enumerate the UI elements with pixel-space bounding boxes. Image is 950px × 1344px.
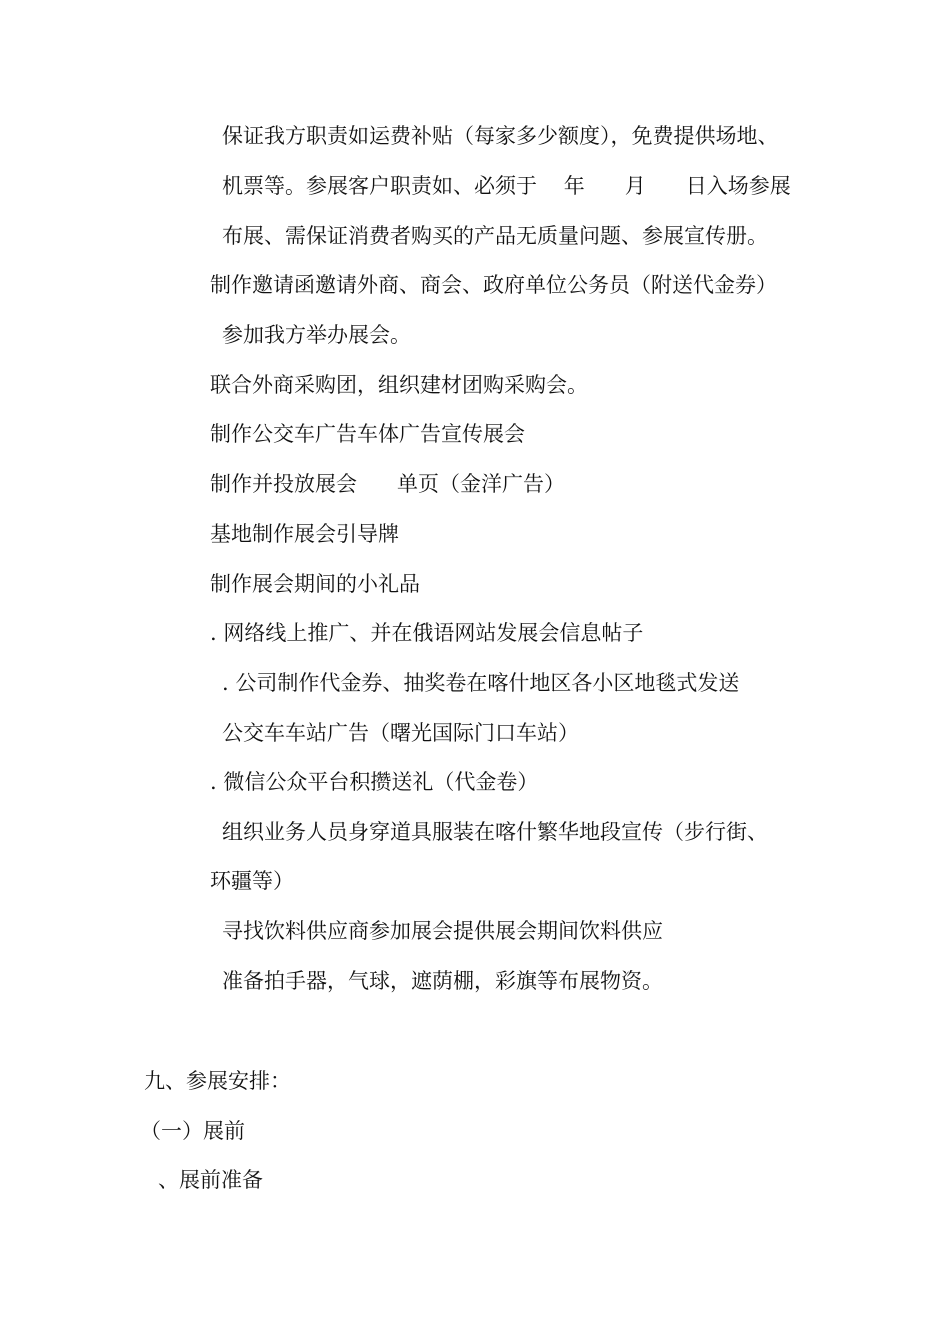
text-line-15: 组织业务人员身穿道具服装在喀什繁华地段宣传（步行街、	[222, 820, 768, 844]
text-line-1: 保证我方职责如运费补贴（每家多少额度），免费提供场地、	[222, 124, 779, 148]
text-line-6: 联合外商采购团，组织建材团购采购会。	[210, 373, 588, 397]
text-line-8: 制作并投放展会 单页（金洋广告）	[210, 472, 566, 496]
text-line-12: . 公司制作代金券、抽奖卷在喀什地区各小区地毯式发送	[222, 671, 740, 695]
subsection-heading: （一）展前	[140, 1119, 245, 1143]
text-line-2: 机票等。参展客户职责如、必须于 年 月 日入场参展	[222, 174, 791, 198]
text-line-14: . 微信公众平台积攒送礼（代金卷）	[210, 770, 539, 794]
text-line-18: 准备拍手器，气球，遮荫棚，彩旗等布展物资。	[222, 969, 663, 993]
text-line-13: 公交车车站广告（曙光国际门口车站）	[222, 721, 579, 745]
text-line-9: 基地制作展会引导牌	[210, 522, 399, 546]
section-heading: 九、参展安排：	[144, 1069, 291, 1093]
text-line-11: . 网络线上推广、并在俄语网站发展会信息帖子	[210, 621, 644, 645]
text-line-10: 制作展会期间的小礼品	[210, 572, 420, 596]
item-heading: 、展前准备	[158, 1168, 263, 1192]
text-line-4: 制作邀请函邀请外商、商会、政府单位公务员（附送代金券）	[210, 273, 777, 297]
text-line-7: 制作公交车广告车体广告宣传展会	[210, 422, 525, 446]
text-line-17: 寻找饮料供应商参加展会提供展会期间饮料供应	[222, 919, 663, 943]
text-line-5: 参加我方举办展会。	[222, 323, 411, 347]
text-line-16: 环疆等）	[210, 869, 294, 893]
text-line-3: 布展、需保证消费者购买的产品无质量问题、参展宣传册。	[222, 224, 768, 248]
